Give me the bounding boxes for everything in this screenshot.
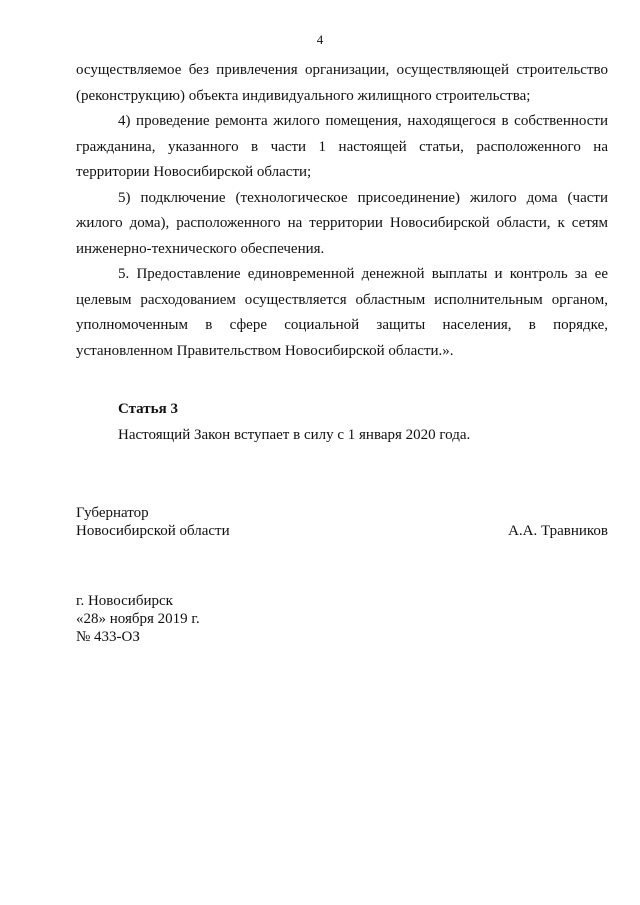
article-text: Настоящий Закон вступает в силу с 1 января 2020 года.: [118, 426, 471, 443]
article-section: [118, 397, 470, 448]
paragraph: 4) проведение ремонта жилого помещения, находящегося в собственности гражданина, указанного в части 1 настоящей статьи, расположенного на территории Новосибирской области;: [76, 113, 608, 180]
page-number: 4: [316, 32, 324, 47]
law-body-text: [76, 58, 608, 364]
article-title: Статья 3: [118, 401, 178, 417]
signature-row: [76, 522, 608, 540]
signatory-region: Новосибирской области: [76, 523, 230, 539]
signatory-position: Губернатор: [76, 505, 149, 521]
paragraph: 5) подключение (технологическое присоединение) жилого дома (части жилого дома), расположенного на территории Новосибирской области, к сетям инженерно-технического обеспечения.: [76, 189, 608, 257]
signatory-name: А.А. Травников: [508, 523, 608, 539]
place-date-block: [76, 592, 200, 646]
paragraph: осуществляемое без привлечения организации, осуществляющей строительство (реконструкцию) объекта индивидуального жилищного строительства;: [76, 62, 608, 104]
paragraph: 5. Предоставление единовременной денежной выплаты и контроль за ее целевым расходованием осуществляется областным исполнительным органом, уполномоченным в сфере социальной защиты населения, в порядке, установленном Правительством Новосибирской области.».: [76, 266, 608, 359]
signature-block: [76, 504, 608, 540]
law-number: № 433-ОЗ: [76, 629, 140, 645]
city: г. Новосибирск: [76, 593, 173, 609]
adoption-date: «28» ноября 2019 г.: [76, 611, 200, 627]
